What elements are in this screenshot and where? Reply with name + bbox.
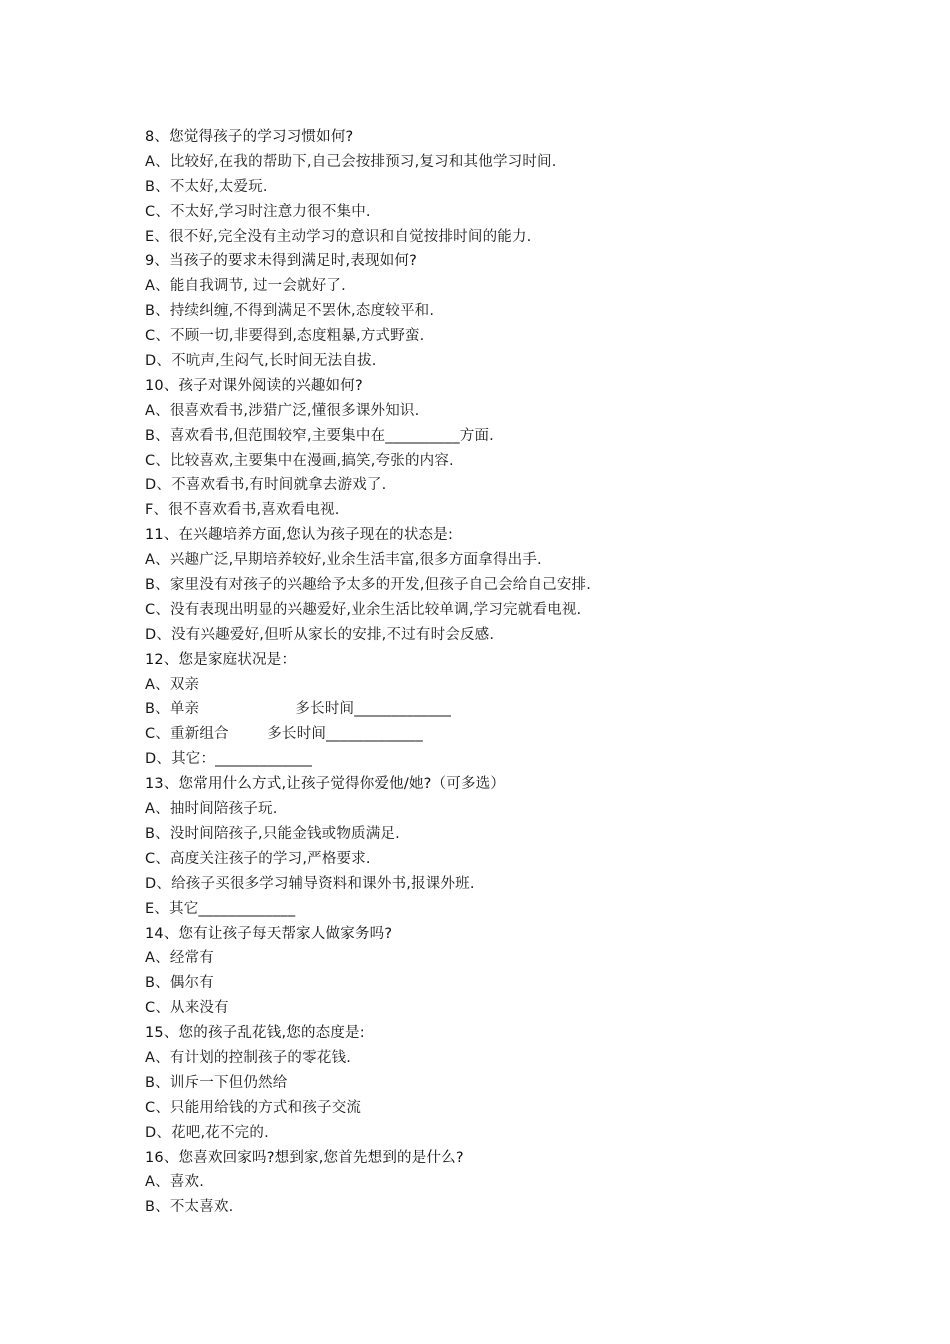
option-line: C、没有表现出明显的兴趣爱好,业余生活比较单调,学习完就看电视. — [145, 601, 582, 618]
option-line: C、从来没有 — [145, 1000, 229, 1017]
option-line: B、训斥一下但仍然给 — [145, 1074, 288, 1091]
option-line: A、双亲 — [145, 676, 200, 693]
question-16: 16、您喜欢回家吗?想到家,您首先想到的是什么? — [145, 1149, 464, 1166]
option-line: C、重新组合 多长时间_____________ — [145, 726, 423, 743]
questionnaire-text — [145, 125, 845, 1220]
option-line: A、经常有 — [145, 950, 214, 967]
option-line: D、其它：_____________ — [145, 751, 313, 768]
option-line: E、其它_____________ — [145, 900, 296, 917]
option-line: A、有计划的控制孩子的零花钱. — [145, 1049, 352, 1066]
option-line: D、没有兴趣爱好,但听从家长的安排,不过有时会反感. — [145, 626, 495, 643]
option-line: D、不吭声,生闷气,长时间无法自拔. — [145, 353, 377, 370]
option-line: F、很不喜欢看书,喜欢看电视. — [145, 502, 340, 519]
question-15: 15、您的孩子乱花钱,您的态度是: — [145, 1025, 365, 1042]
option-line: B、偶尔有 — [145, 975, 214, 992]
option-line: B、不太好,太爱玩. — [145, 178, 268, 195]
option-line: B、喜欢看书,但范围较窄,主要集中在__________方面. — [145, 427, 494, 444]
option-line: E、很不好,完全没有主动学习的意识和自觉按排时间的能力. — [145, 228, 532, 245]
option-line: A、抽时间陪孩子玩. — [145, 801, 278, 818]
option-line: C、高度关注孩子的学习,严格要求. — [145, 850, 371, 867]
question-9: 9、当孩子的要求未得到满足时,表现如何? — [145, 253, 418, 270]
option-line: D、给孩子买很多学习辅导资料和课外书,报课外班. — [145, 875, 475, 892]
option-line: A、喜欢. — [145, 1174, 205, 1191]
option-line: C、不顾一切,非要得到,态度粗暴,方式野蛮. — [145, 328, 425, 345]
option-line: C、只能用给钱的方式和孩子交流 — [145, 1099, 362, 1116]
option-line: A、很喜欢看书,涉猎广泛,懂很多课外知识. — [145, 402, 420, 419]
option-line: B、家里没有对孩子的兴趣给予太多的开发,但孩子自己会给自己安排. — [145, 577, 592, 594]
option-line: B、没时间陪孩子,只能金钱或物质满足. — [145, 825, 400, 842]
option-line: A、比较好,在我的帮助下,自己会按排预习,复习和其他学习时间. — [145, 153, 557, 170]
option-line: A、能自我调节, 过一会就好了. — [145, 278, 346, 295]
option-line: A、兴趣广泛,早期培养较好,业余生活丰富,很多方面拿得出手. — [145, 552, 542, 569]
option-line: B、持续纠缠,不得到满足不罢休,态度较平和. — [145, 303, 435, 320]
question-14: 14、您有让孩子每天帮家人做家务吗? — [145, 925, 393, 942]
option-line: C、比较喜欢,主要集中在漫画,搞笑,夸张的内容. — [145, 452, 454, 469]
option-line: D、花吧,花不完的. — [145, 1124, 269, 1141]
option-line: B、单亲 多长时间_____________ — [145, 701, 452, 718]
option-line: B、不太喜欢. — [145, 1199, 234, 1216]
question-8: 8、您觉得孩子的学习习惯如何? — [145, 129, 354, 145]
option-line: D、不喜欢看书,有时间就拿去游戏了. — [145, 477, 387, 494]
question-13: 13、您常用什么方式,让孩子觉得你爱他/她?（可多选） — [145, 776, 506, 793]
question-11: 11、在兴趣培养方面,您认为孩子现在的状态是: — [145, 527, 454, 544]
question-10: 10、孩子对课外阅读的兴趣如何? — [145, 377, 363, 394]
option-line: C、不太好,学习时注意力很不集中. — [145, 203, 371, 220]
question-12: 12、您是家庭状况是： — [145, 651, 297, 668]
